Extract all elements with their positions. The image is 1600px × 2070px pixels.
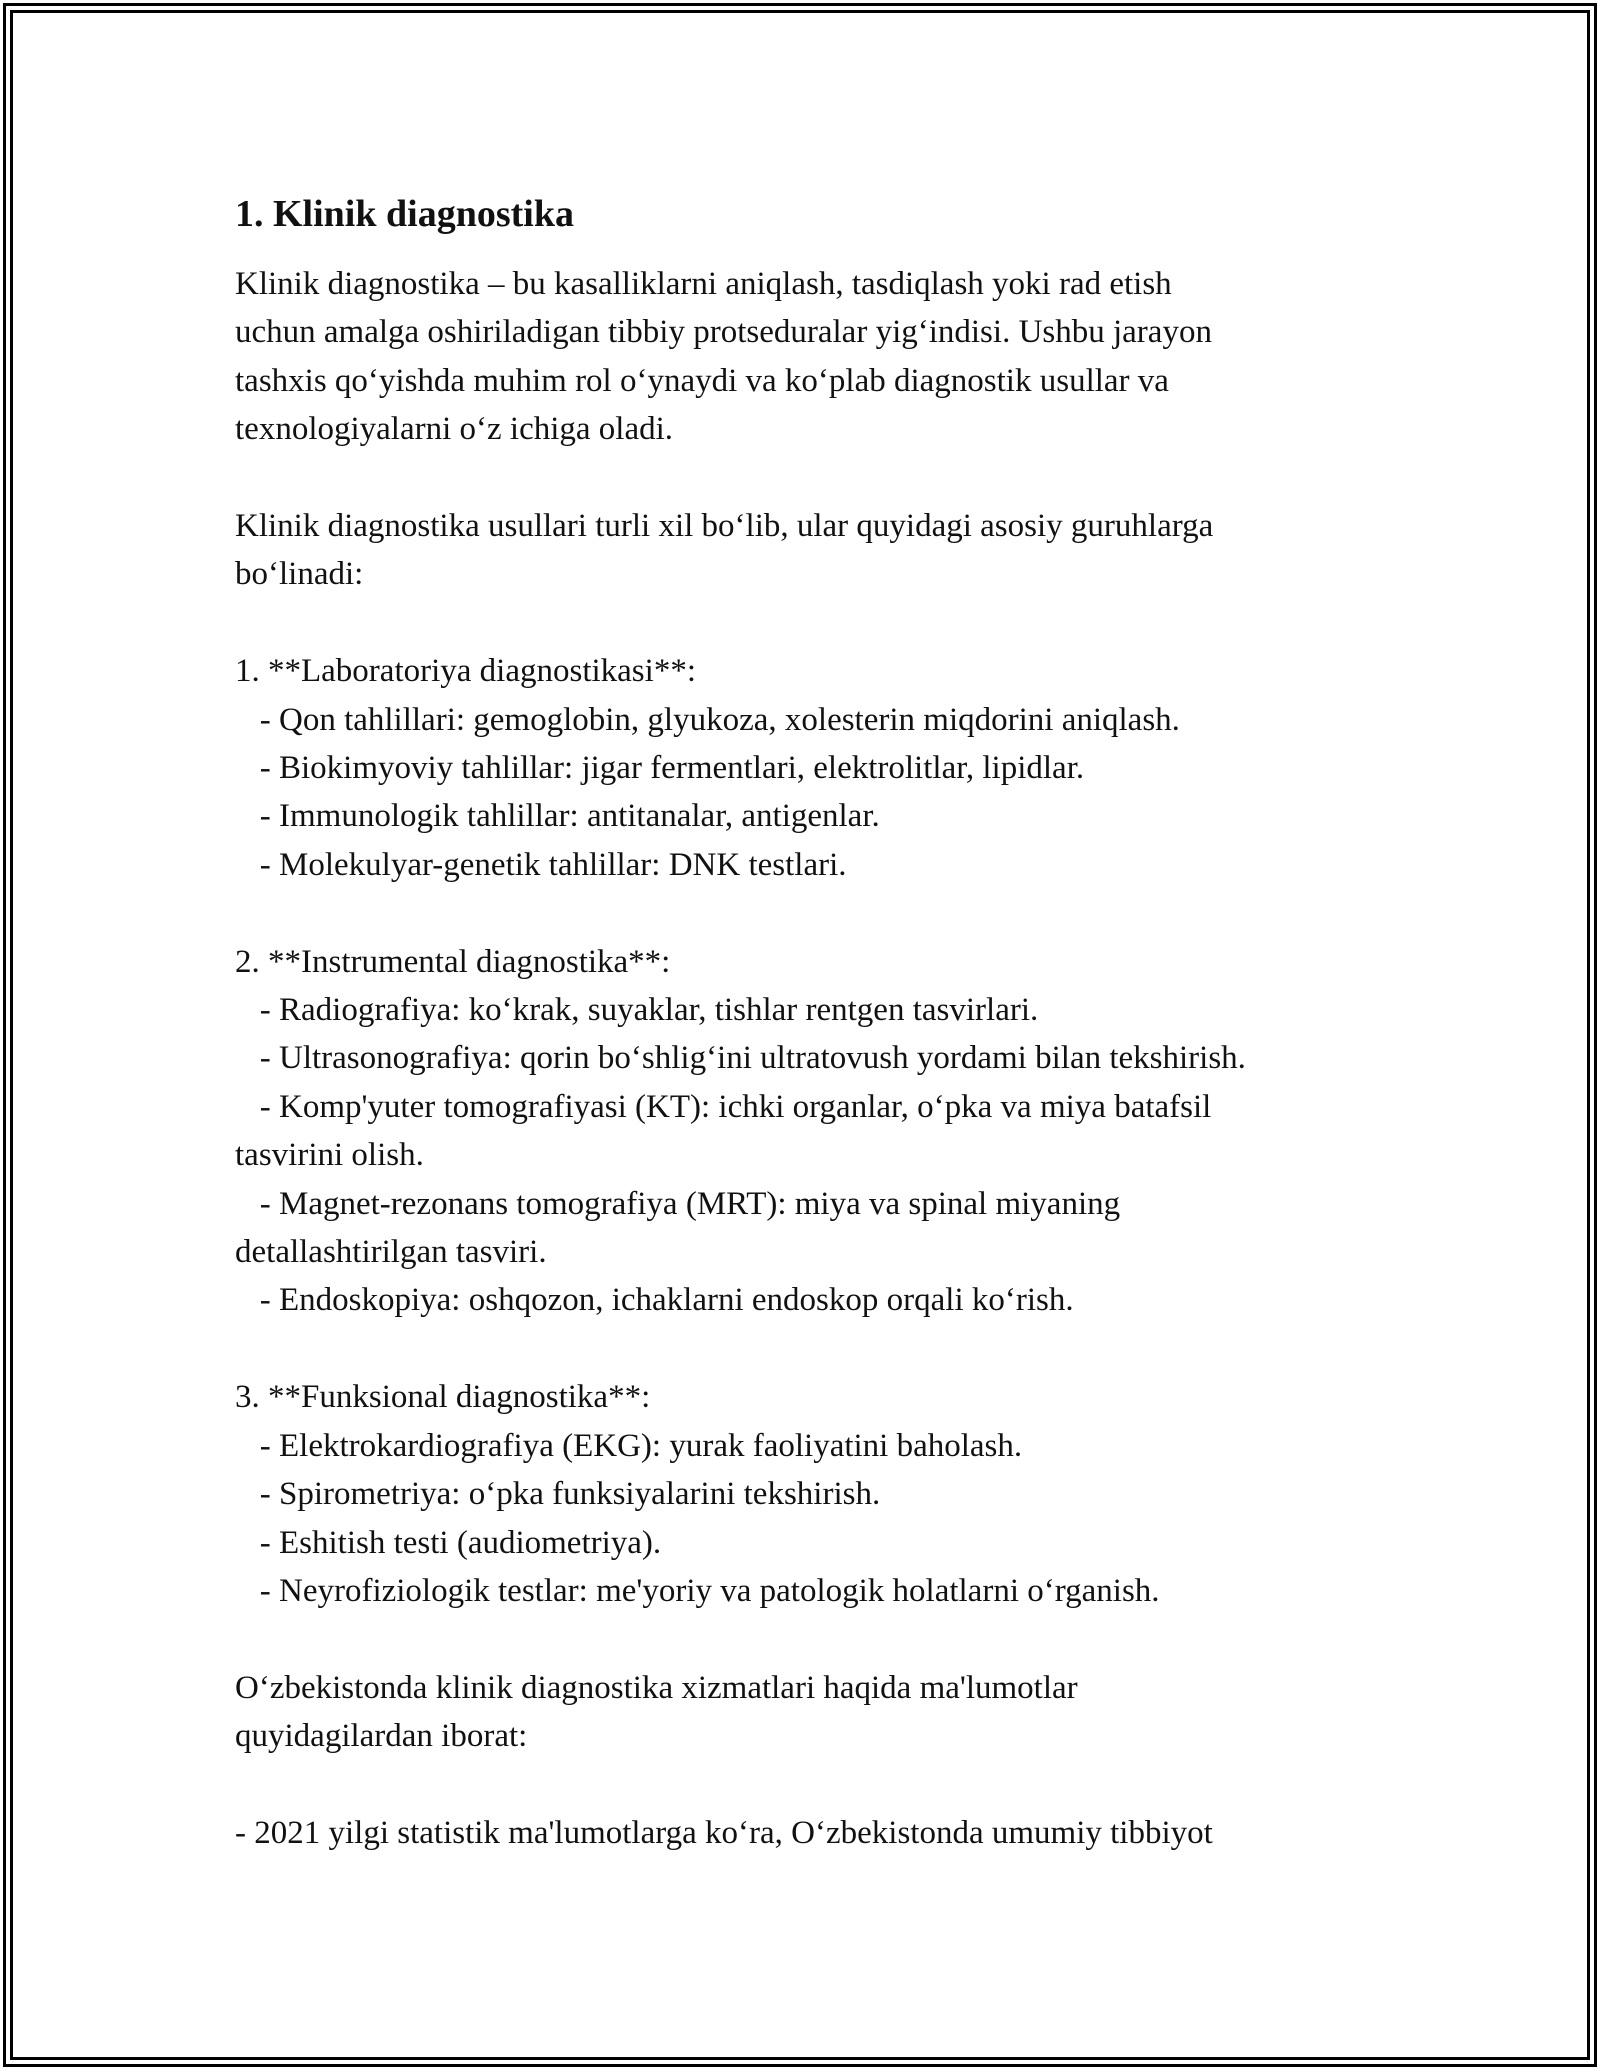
text-line: 2. **Instrumental diagnostika**:	[235, 943, 671, 980]
text-line: detallashtirilgan tasviri.	[235, 1234, 547, 1271]
text-line: - Komp'yuter tomografiyasi (KT): ichki organlar, o‘pka va miya batafsil	[235, 1088, 1212, 1125]
text-line: - Biokimyoviy tahlillar: jigar fermentlari, elektrolitlar, lipidlar.	[235, 750, 1085, 787]
text-line: - Eshitish testi (audiometriya).	[235, 1524, 662, 1561]
text-line: - Elektrokardiografiya (EKG): yurak faoliyatini baholash.	[235, 1427, 1023, 1464]
text-line: Klinik diagnostika usullari turli xil bo‘lib, ular quyidagi asosiy guruhlarga	[235, 508, 1214, 545]
text-line: 1. **Laboratoriya diagnostikasi**:	[235, 653, 696, 690]
text-line: - Neyrofiziologik testlar: me'yoriy va patologik holatlarni o‘rganish.	[235, 1572, 1160, 1609]
text-line: - Magnet-rezonans tomografiya (MRT): miya va spinal miyaning	[235, 1185, 1121, 1222]
text-line: uchun amalga oshiriladigan tibbiy protseduralar yig‘indisi. Ushbu jarayon	[235, 314, 1212, 351]
text-line: - Spirometriya: o‘pka funksiyalarini tekshirish.	[235, 1476, 881, 1513]
text-line: tashxis qo‘yishda muhim rol o‘ynaydi va ko‘plab diagnostik usullar va	[235, 362, 1169, 399]
text-line: 3. **Funksional diagnostika**:	[235, 1379, 651, 1416]
text-line	[235, 599, 1385, 647]
text-line: - Radiografiya: ko‘krak, suyaklar, tishlar rentgen tasvirlari.	[235, 992, 1039, 1029]
text-line	[235, 1761, 1385, 1809]
text-line: quyidagilardan iborat:	[235, 1718, 528, 1755]
text-line: texnologiyalarni o‘z ichiga oladi.	[235, 411, 674, 448]
text-line: bo‘linadi:	[235, 556, 364, 593]
text-line	[235, 889, 1385, 937]
text-line: - Endoskopiya: oshqozon, ichaklarni endoskop orqali ko‘rish.	[235, 1282, 1074, 1319]
text-line	[235, 1325, 1385, 1373]
text-line: - 2021 yilgi statistik ma'lumotlarga ko‘ra, O‘zbekistonda umumiy tibbiyot	[235, 1814, 1213, 1851]
text-line: - Immunologik tahlillar: antitanalar, antigenlar.	[235, 798, 880, 835]
text-lines	[235, 260, 1385, 1857]
text-line: O‘zbekistonda klinik diagnostika xizmatlari haqida ma'lumotlar	[235, 1669, 1078, 1706]
text-line: tasvirini olish.	[235, 1137, 424, 1174]
section-heading: 1. Klinik diagnostika	[235, 193, 574, 235]
text-line	[235, 1615, 1385, 1663]
text-line: - Qon tahlillari: gemoglobin, glyukoza, xolesterin miqdorini aniqlash.	[235, 701, 1180, 738]
text-line	[235, 454, 1385, 502]
text-line: - Molekulyar-genetik tahlillar: DNK testlari.	[235, 846, 847, 883]
document-body	[235, 190, 1385, 1857]
text-line: - Ultrasonografiya: qorin bo‘shlig‘ini ultratovush yordami bilan tekshirish.	[235, 1040, 1246, 1077]
text-line: Klinik diagnostika – bu kasalliklarni aniqlash, tasdiqlash yoki rad etish	[235, 266, 1172, 302]
